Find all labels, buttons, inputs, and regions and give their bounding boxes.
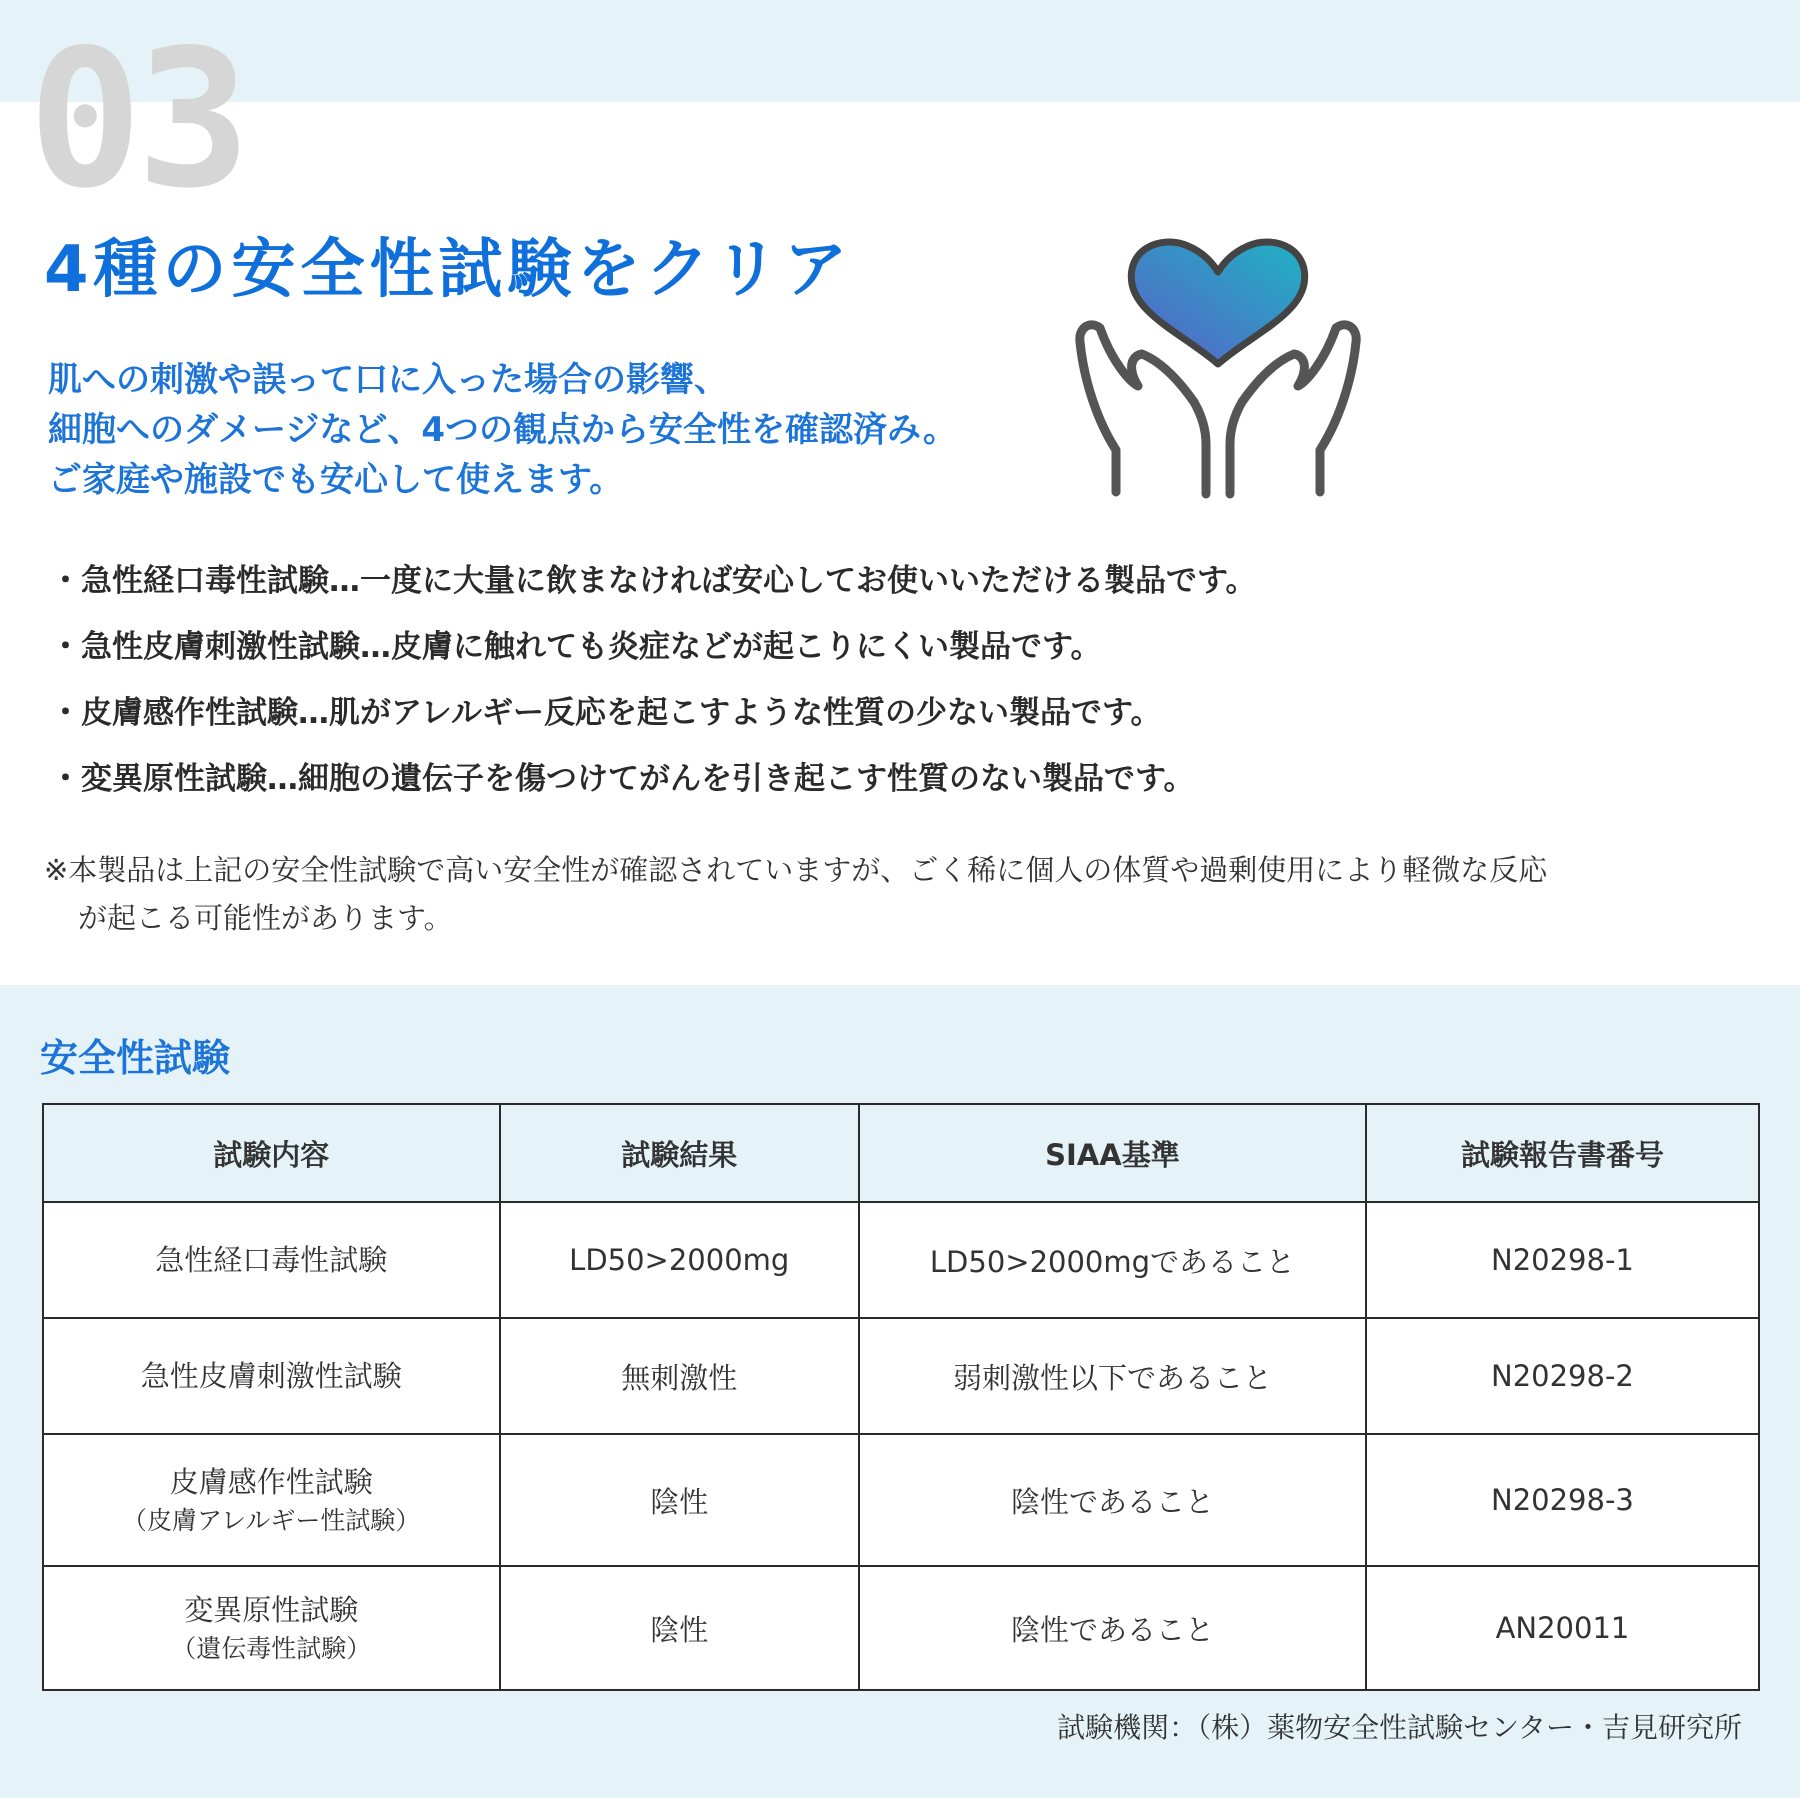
criteria-cell: LD50>2000mgであること [859,1202,1366,1318]
test-name-sub: （皮膚アレルギー性試験） [122,1506,421,1535]
lead-line: 細胞へのダメージなど、4つの観点から安全性を確認済み。 [48,410,958,450]
result-cell: 無刺激性 [500,1318,859,1434]
column-header: 試験内容 [43,1104,500,1202]
right-hand [1230,325,1356,494]
test-name: 急性経口毒性試験 [155,1243,388,1277]
result-cell: LD50>2000mg [500,1202,859,1318]
table-header-row [43,1104,1759,1202]
column-header: SIAA基準 [859,1104,1366,1202]
lead-line: ご家庭や施設でも安心して使えます。 [48,460,624,500]
page-title: 4種の安全性試験をクリア [44,233,853,307]
test-name: 変異原性試験 [184,1593,359,1627]
result-cell: 陰性 [500,1434,859,1566]
report-number-cell: N20298-3 [1366,1434,1759,1566]
criteria-cell: 弱刺激性以下であること [859,1318,1366,1434]
result-cell: 陰性 [500,1566,859,1690]
test-name: 皮膚感作性試験 [169,1465,373,1499]
safety-test-table [42,1103,1760,1691]
criteria-cell: 陰性であること [859,1434,1366,1566]
list-item: ・変異原性試験…細胞の遺伝子を傷つけてがんを引き起こす性質のない製品です。 [50,761,1195,797]
test-name-cell [43,1566,500,1690]
test-name-cell [43,1202,500,1318]
left-hand [1080,325,1206,494]
test-name-cell [43,1318,500,1434]
table-title: 安全性試験 [40,1036,231,1080]
testing-institution: 試験機関：（株）薬物安全性試験センター・吉見研究所 [1057,1711,1742,1744]
table-row [43,1318,1759,1434]
report-number-cell: AN20011 [1366,1566,1759,1690]
table-row [43,1566,1759,1690]
section-number: 03 [28,9,245,230]
column-header: 試験報告書番号 [1366,1104,1759,1202]
criteria-cell: 陰性であること [859,1566,1366,1690]
heart-shape [1131,242,1304,364]
lead-text [48,355,957,505]
test-name-sub: （遺伝毒性試験） [171,1634,372,1663]
table-row [43,1202,1759,1318]
report-number-cell: N20298-2 [1366,1318,1759,1434]
disclaimer-note [44,846,1764,942]
note-line: が起こる可能性があります。 [78,901,453,935]
column-header: 試験結果 [500,1104,859,1202]
note-line: ※本製品は上記の安全性試験で高い安全性が確認されていますが、ごく稀に個人の体質や過剰使用により軽微な反応 [44,853,1548,887]
test-summary-list [50,548,1257,812]
list-item: ・急性皮膚刺激性試験…皮膚に触れても炎症などが起こりにくい製品です。 [50,629,1102,665]
list-item: ・皮膚感作性試験…肌がアレルギー反応を起こすような性質の少ない製品です。 [50,695,1162,731]
table-row [43,1434,1759,1566]
test-name: 急性皮膚刺激性試験 [140,1359,402,1393]
list-item: ・急性経口毒性試験…一度に大量に飲まなければ安心してお使いいただける製品です。 [50,563,1257,599]
top-band [0,0,1800,102]
lead-line: 肌への刺激や誤って口に入った場合の影響、 [48,360,728,400]
report-number-cell: N20298-1 [1366,1202,1759,1318]
heart-hands-icon [1068,232,1368,502]
test-name-cell [43,1434,500,1566]
